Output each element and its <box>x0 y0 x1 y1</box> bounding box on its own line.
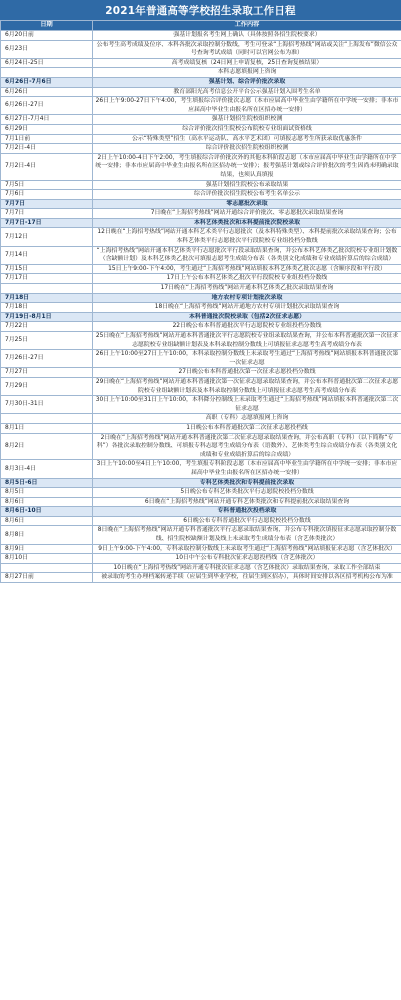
section-row <box>1 507 401 517</box>
table-row <box>1 488 401 498</box>
work-cell: 17日晚在“上海招考热线”网站开通本科艺体类乙批次录取结果查询 <box>93 284 401 294</box>
table-row <box>1 40 401 58</box>
work-cell: 高考成绩复核（24日网上申请复核，25日查询复核结果） <box>93 58 401 68</box>
date-cell: 7月6日 <box>1 190 93 200</box>
table-row <box>1 423 401 433</box>
date-cell: 7月25日 <box>1 332 93 350</box>
table-row <box>1 526 401 544</box>
table-row <box>1 274 401 284</box>
date-cell: 8月9日 <box>1 544 93 554</box>
date-cell: 7月14日 <box>1 246 93 264</box>
table-row <box>1 563 401 573</box>
work-cell: 专科艺体类批次和专科提前批次录取 <box>93 478 401 488</box>
work-cell: 3日上午10:00至4日上午10:00，考生填报专科阶段志愿（本市应届高中毕业生由学籍所在中学统一安排；非本市应届高中毕业生由报名所在区招办统一安排） <box>93 460 401 478</box>
table-row <box>1 554 401 564</box>
date-cell: 6月27日-7月4日 <box>1 115 93 125</box>
table-row <box>1 124 401 134</box>
work-cell: 6日晚在“上海招考热线”网站开通专科艺体类批次和专科提前批次录取结果查询 <box>93 497 401 507</box>
work-cell: 27日晚公布本科普通批次第一次征求志愿投档分数线 <box>93 368 401 378</box>
table-row <box>1 115 401 125</box>
section-row <box>1 199 401 209</box>
table-row <box>1 97 401 115</box>
work-cell: 1日晚公布本科普通批次第二次征求志愿投档线 <box>93 423 401 433</box>
work-cell: 2日上午10:00-4日下午2:00，考生填报综合评价批次外的其他本科阶段志愿（本市应届高中毕业生由学籍所在中学统一安排；非本市应届高中毕业生由报名所在区招办统一安排）；报考强基计划或综合评价批次的考生因尚未明确录取结果，也须认真填报 <box>93 153 401 180</box>
work-cell: “上海招考热线”网站开通本科艺体类平行志愿批次平行段录取结果查询，并公布本科艺体类乙批次院校专业组计划数（含缺额计划）及本科艺体类乙批次可填报志愿考生成绩分布表（各类别文化成绩和专业成绩折算后的综合成绩） <box>93 246 401 264</box>
date-cell: 7月18日 <box>1 303 93 313</box>
work-cell: 5日晚公布专科艺体类批次平行志愿院校投档分数线 <box>93 488 401 498</box>
work-cell: 10日晚在“上海招考热线”网站开通专科批次征求志愿（含艺体批次）录取结果查询，录取工作全部结束 <box>93 563 401 573</box>
table-row <box>1 68 401 78</box>
date-cell: 6月26日-7月6日 <box>1 77 93 87</box>
work-cell: 强基计划招生院校组织校测 <box>93 115 401 125</box>
table-row <box>1 134 401 144</box>
work-cell: 2日晚在“上海招考热线”网站开通本科普通批次第二次征求志愿录取结果查询，并公布高职（专科）（以下简称“专科”）各批次录取控制分数线、可填报专科志愿考生成绩分布表（语数外）、艺体类考生综合成绩分布表（各类别文化成绩和专业成绩折算后的综合成绩） <box>93 433 401 460</box>
header-work: 工作内容 <box>93 21 401 31</box>
schedule-rows <box>1 31 401 583</box>
table-row <box>1 190 401 200</box>
table-row <box>1 264 401 274</box>
work-cell: 本科普通批次院校录取（包括2次征求志愿） <box>93 312 401 322</box>
date-cell: 8月5日 <box>1 488 93 498</box>
date-cell: 6月26日 <box>1 87 93 97</box>
date-cell: 6月23日 <box>1 40 93 58</box>
table-row <box>1 460 401 478</box>
table-row <box>1 87 401 97</box>
table-row <box>1 180 401 190</box>
work-cell: 26日上午9:00-27日下午4:00，考生填报综合评价批次志愿（本市应届高中毕业生由学籍所在中学统一安排；非本市应届高中毕业生由报名所在区招办统一安排） <box>93 97 401 115</box>
date-cell: 7月1日前 <box>1 134 93 144</box>
work-cell: 6日晚公布专科普通批次平行志愿院校投档分数线 <box>93 516 401 526</box>
table-row <box>1 303 401 313</box>
table-row <box>1 246 401 264</box>
table-row <box>1 144 401 154</box>
table-row <box>1 544 401 554</box>
work-cell: 8日晚在“上海招考热线”网站开通专科普通批次平行志愿录取结果查询，并公布专科批次填报征求志愿录取控制分数线、招生院校缺额计划及线上未录取考生成绩分布表（含艺体类批次） <box>93 526 401 544</box>
work-cell: 强基计划报名考生网上确认（具体按照各招生院校要求） <box>93 31 401 41</box>
date-cell: 7月5日 <box>1 180 93 190</box>
date-cell: 7月18日 <box>1 293 93 303</box>
table-header-row <box>1 21 401 31</box>
table-row <box>1 350 401 368</box>
work-cell: 高职（专科）志愿填报网上咨询 <box>93 414 401 424</box>
table-row <box>1 209 401 219</box>
table-row <box>1 322 401 332</box>
date-cell: 7月30日-31日 <box>1 396 93 414</box>
work-cell: 强基计划招生院校公布录取结果 <box>93 180 401 190</box>
work-cell: 22日晚公布本科普通批次平行志愿院校专业组投档分数线 <box>93 322 401 332</box>
work-cell: 29日晚在“上海招考热线”网站开通本科普通批次第一次征求志愿录取结果查询，并公布本科普通批次第二次征求志愿院校专业组缺额计划表及本科录取控制分数线上可填报征求志愿考生高考成绩分布表 <box>93 377 401 395</box>
date-cell: 8月6日 <box>1 516 93 526</box>
work-cell: 26日上午10:00至27日上午10:00，本科录取控制分数线上未录取考生通过“上海招考热线”网站填报本科普通批次第一次征求志愿 <box>93 350 401 368</box>
table-row <box>1 332 401 350</box>
date-cell: 7月15日 <box>1 264 93 274</box>
work-cell: 综合评价批次招生院校组织校测 <box>93 144 401 154</box>
date-cell: 8月2日 <box>1 433 93 460</box>
date-cell: 8月6日 <box>1 497 93 507</box>
section-row <box>1 478 401 488</box>
table-row <box>1 58 401 68</box>
work-cell: 17日上午公布本科艺体类乙批次平行段院校专业组投档分数线 <box>93 274 401 284</box>
date-cell: 8月3日-4日 <box>1 460 93 478</box>
section-row <box>1 218 401 228</box>
work-cell: 7日晚在“上海招考热线”网站开通综合评价批次、零志愿批次录取结果查询 <box>93 209 401 219</box>
table-row <box>1 377 401 395</box>
date-cell: 7月7日 <box>1 199 93 209</box>
date-cell: 8月6日-10日 <box>1 507 93 517</box>
work-cell: 12日晚在“上海招考热线”网站开通本科艺术类平行志愿批次（及本科特殊类型）、本科提前批次录取结果查询；公布本科艺体类平行志愿批次平行段院校专业组投档分数线 <box>93 228 401 246</box>
work-cell: 综合评价批次招生院校公布考生名单公示 <box>93 190 401 200</box>
section-row <box>1 77 401 87</box>
date-cell: 8月10日 <box>1 554 93 564</box>
date-cell: 6月24日-25日 <box>1 58 93 68</box>
date-cell: 7月27日 <box>1 368 93 378</box>
date-cell <box>1 414 93 424</box>
date-cell: 6月29日 <box>1 124 93 134</box>
table-row <box>1 414 401 424</box>
date-cell: 7月17日 <box>1 274 93 284</box>
date-cell: 7月7日 <box>1 209 93 219</box>
date-cell: 8月1日 <box>1 423 93 433</box>
date-cell: 8月5日-6日 <box>1 478 93 488</box>
date-cell: 7月19日-8月1日 <box>1 312 93 322</box>
work-cell: 专科普通批次投档录取 <box>93 507 401 517</box>
work-cell: 被录取的考生办理档案转递手续（应届生到毕业学校，往届生到区招办），具体时间安排以各区招考机构公布为准 <box>93 573 401 583</box>
header-date: 日期 <box>1 21 93 31</box>
table-row <box>1 284 401 294</box>
date-cell: 7月2日-4日 <box>1 153 93 180</box>
schedule-table <box>0 20 401 583</box>
work-cell: 9日上午9:00-下午4:00，专科录取控制分数线上未录取考生通过“上海招考热线”网站填报征求志愿（含艺体批次） <box>93 544 401 554</box>
work-cell: 地方农村专项计划批次录取 <box>93 293 401 303</box>
date-cell: 6月26日-27日 <box>1 97 93 115</box>
work-cell: 零志愿批次录取 <box>93 199 401 209</box>
date-cell: 7月12日 <box>1 228 93 246</box>
work-cell: 公示“特殊类型”招生（高水平运动队、高水平艺术团）可填报志愿考生所获录取优惠条件 <box>93 134 401 144</box>
table-row <box>1 497 401 507</box>
work-cell: 18日晚在“上海招考热线”网站开通地方农村专项计划批次录取结果查询 <box>93 303 401 313</box>
table-row <box>1 516 401 526</box>
work-cell: 强基计划、综合评价批次录取 <box>93 77 401 87</box>
work-cell: 本科艺体类批次和本科提前批次院校录取 <box>93 218 401 228</box>
date-cell: 7月22日 <box>1 322 93 332</box>
work-cell: 公布考生高考成绩及位序、本科各批次录取控制分数线，考生可登录“上海招考热线”网站或关注“上海发布”微信公众号查询考试成绩（同时可以官网公布为准） <box>93 40 401 58</box>
table-row <box>1 433 401 460</box>
date-cell: 8月27日前 <box>1 573 93 583</box>
date-cell: 7月26日-27日 <box>1 350 93 368</box>
work-cell: 教育部阳光高考信息公开平台公示强基计划入围考生名单 <box>93 87 401 97</box>
date-cell: 7月2日-4日 <box>1 144 93 154</box>
table-row <box>1 31 401 41</box>
date-cell <box>1 563 93 573</box>
page-title: 2021年普通高等学校招生录取工作日程 <box>0 0 401 20</box>
section-row <box>1 293 401 303</box>
date-cell: 7月7日-17日 <box>1 218 93 228</box>
table-row <box>1 396 401 414</box>
table-row <box>1 228 401 246</box>
date-cell: 7月29日 <box>1 377 93 395</box>
work-cell: 综合评价批次招生院校公布院校专业组面试资格线 <box>93 124 401 134</box>
work-cell: 30日上午10:00至31日上午10:00，本科降分控制线上未录取考生通过“上海招考热线”网站填报本科普通批次第二次征求志愿 <box>93 396 401 414</box>
section-row <box>1 312 401 322</box>
table-row <box>1 573 401 583</box>
work-cell: 15日上午9:00-下午4:00，考生通过“上海招考热线”网站填报本科艺体类乙批次志愿（含顺序段和平行段） <box>93 264 401 274</box>
table-row <box>1 153 401 180</box>
date-cell <box>1 284 93 294</box>
date-cell: 6月20日前 <box>1 31 93 41</box>
date-cell <box>1 68 93 78</box>
work-cell: 本科志愿填报网上咨询 <box>93 68 401 78</box>
table-row <box>1 368 401 378</box>
work-cell: 10日中午公布专科批次征求志愿投档线（含艺体批次） <box>93 554 401 564</box>
work-cell: 25日晚在“上海招考热线”网站开通本科普通批次平行志愿院校专业组录取结果查询，并公布本科普通批次第一次征求志愿院校专业组缺额计划表及本科录取控制分数线上可填报征求志愿考生高考成绩分布表 <box>93 332 401 350</box>
date-cell: 8月8日 <box>1 526 93 544</box>
